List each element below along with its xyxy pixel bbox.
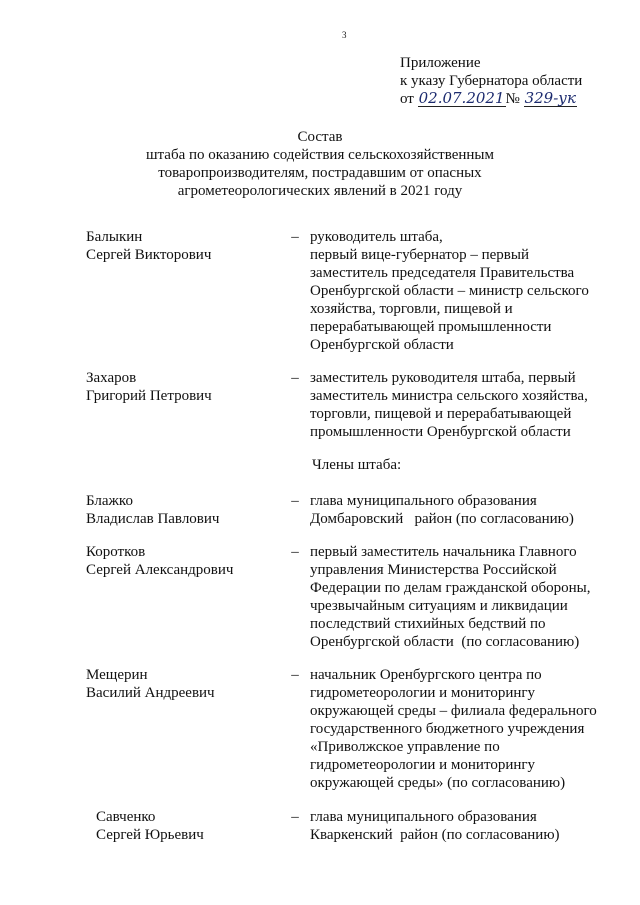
role-line: «Приволжское управление по: [310, 739, 500, 755]
role-line: Оренбургской области (по согласованию): [310, 634, 580, 650]
role-line: перерабатывающей промышленности: [310, 319, 552, 335]
role-line: руководитель штаба,: [310, 229, 443, 245]
member-name: [86, 492, 286, 528]
role-line: глава муниципального образования: [310, 809, 537, 825]
entry-dash: –: [291, 493, 299, 509]
role-line: Кваркенский район (по согласованию): [310, 827, 560, 843]
member-surname: Балыкин: [86, 229, 143, 245]
member-surname: Мещерин: [86, 667, 148, 683]
role-line: последствий стихийных бедствий по: [310, 616, 546, 632]
title-line: Состав: [297, 129, 343, 145]
role-line: глава муниципального образования: [310, 493, 537, 509]
role-line: хозяйства, торговли, пищевой и: [310, 301, 513, 317]
role-line: Домбаровский район (по согласованию): [310, 511, 574, 527]
member-given-names: Владислав Павлович: [86, 511, 220, 527]
member-name: [86, 543, 286, 579]
appendix-date-line: [400, 90, 630, 108]
appendix-header: [400, 54, 630, 108]
role-line: Федерации по делам гражданской обороны,: [310, 580, 591, 596]
member-role: [310, 228, 605, 354]
member-role: [310, 543, 605, 651]
member-name: [86, 369, 286, 405]
role-line: заместитель председателя Правительства: [310, 265, 575, 281]
role-line: гидрометеорологии и мониторингу: [310, 757, 536, 773]
member-surname: Савченко: [96, 809, 156, 825]
member-role: [310, 492, 605, 528]
role-line: окружающей среды – филиала федерального: [310, 703, 597, 719]
document-title: [40, 128, 600, 200]
title-line: агрометеорологических явлений в 2021 году: [177, 183, 463, 199]
member-given-names: Сергей Юрьевич: [96, 827, 204, 843]
member-surname: Коротков: [86, 544, 146, 560]
member-role: [310, 808, 605, 844]
role-line: управления Министерства Российской: [310, 562, 557, 578]
member-surname: Блажко: [86, 493, 133, 509]
member-name: [96, 808, 296, 844]
member-name: [86, 228, 286, 264]
role-line: первый вице-губернатор – первый: [310, 247, 529, 263]
entry-dash: –: [291, 544, 299, 560]
entry-dash: –: [291, 229, 299, 245]
title-line: штаба по оказанию содействия сельскохозяйственным: [146, 147, 494, 163]
entry-dash: –: [291, 809, 299, 825]
role-line: начальник Оренбургского центра по: [310, 667, 542, 683]
role-line: промышленности Оренбургской области: [310, 424, 571, 440]
member-given-names: Григорий Петрович: [86, 388, 212, 404]
role-line: чрезвычайным ситуациям и ликвидации: [310, 598, 568, 614]
title-line: товаропроизводителям, пострадавшим от опасных: [158, 165, 482, 181]
entry-dash: –: [291, 667, 299, 683]
role-line: торговли, пищевой и перерабатывающей: [310, 406, 572, 422]
role-line: Оренбургской области – министр сельского: [310, 283, 589, 299]
handwritten-number: 329-ук: [524, 89, 576, 107]
entry-dash: –: [291, 370, 299, 386]
role-line: первый заместитель начальника Главного: [310, 544, 577, 560]
member-role: [310, 369, 605, 441]
handwritten-date: 02.07.2021: [418, 89, 505, 107]
appendix-label: Приложение: [400, 55, 481, 71]
member-name: [86, 666, 286, 702]
role-line: заместитель руководителя штаба, первый: [310, 370, 576, 386]
members-heading: Члены штаба:: [312, 457, 402, 473]
member-given-names: Василий Андреевич: [86, 685, 215, 701]
date-prefix: от: [400, 91, 414, 107]
member-given-names: Сергей Александрович: [86, 562, 234, 578]
role-line: окружающей среды» (по согласованию): [310, 775, 566, 791]
appendix-decree-reference: к указу Губернатора области: [400, 73, 583, 89]
member-given-names: Сергей Викторович: [86, 247, 212, 263]
number-sign: №: [505, 91, 520, 107]
page-number: 3: [342, 30, 347, 40]
role-line: государственного бюджетного учреждения: [310, 721, 585, 737]
role-line: заместитель министра сельского хозяйства,: [310, 388, 588, 404]
role-line: гидрометеорологии и мониторингу: [310, 685, 536, 701]
member-surname: Захаров: [86, 370, 137, 386]
role-line: Оренбургской области: [310, 337, 454, 353]
member-role: [310, 666, 605, 792]
